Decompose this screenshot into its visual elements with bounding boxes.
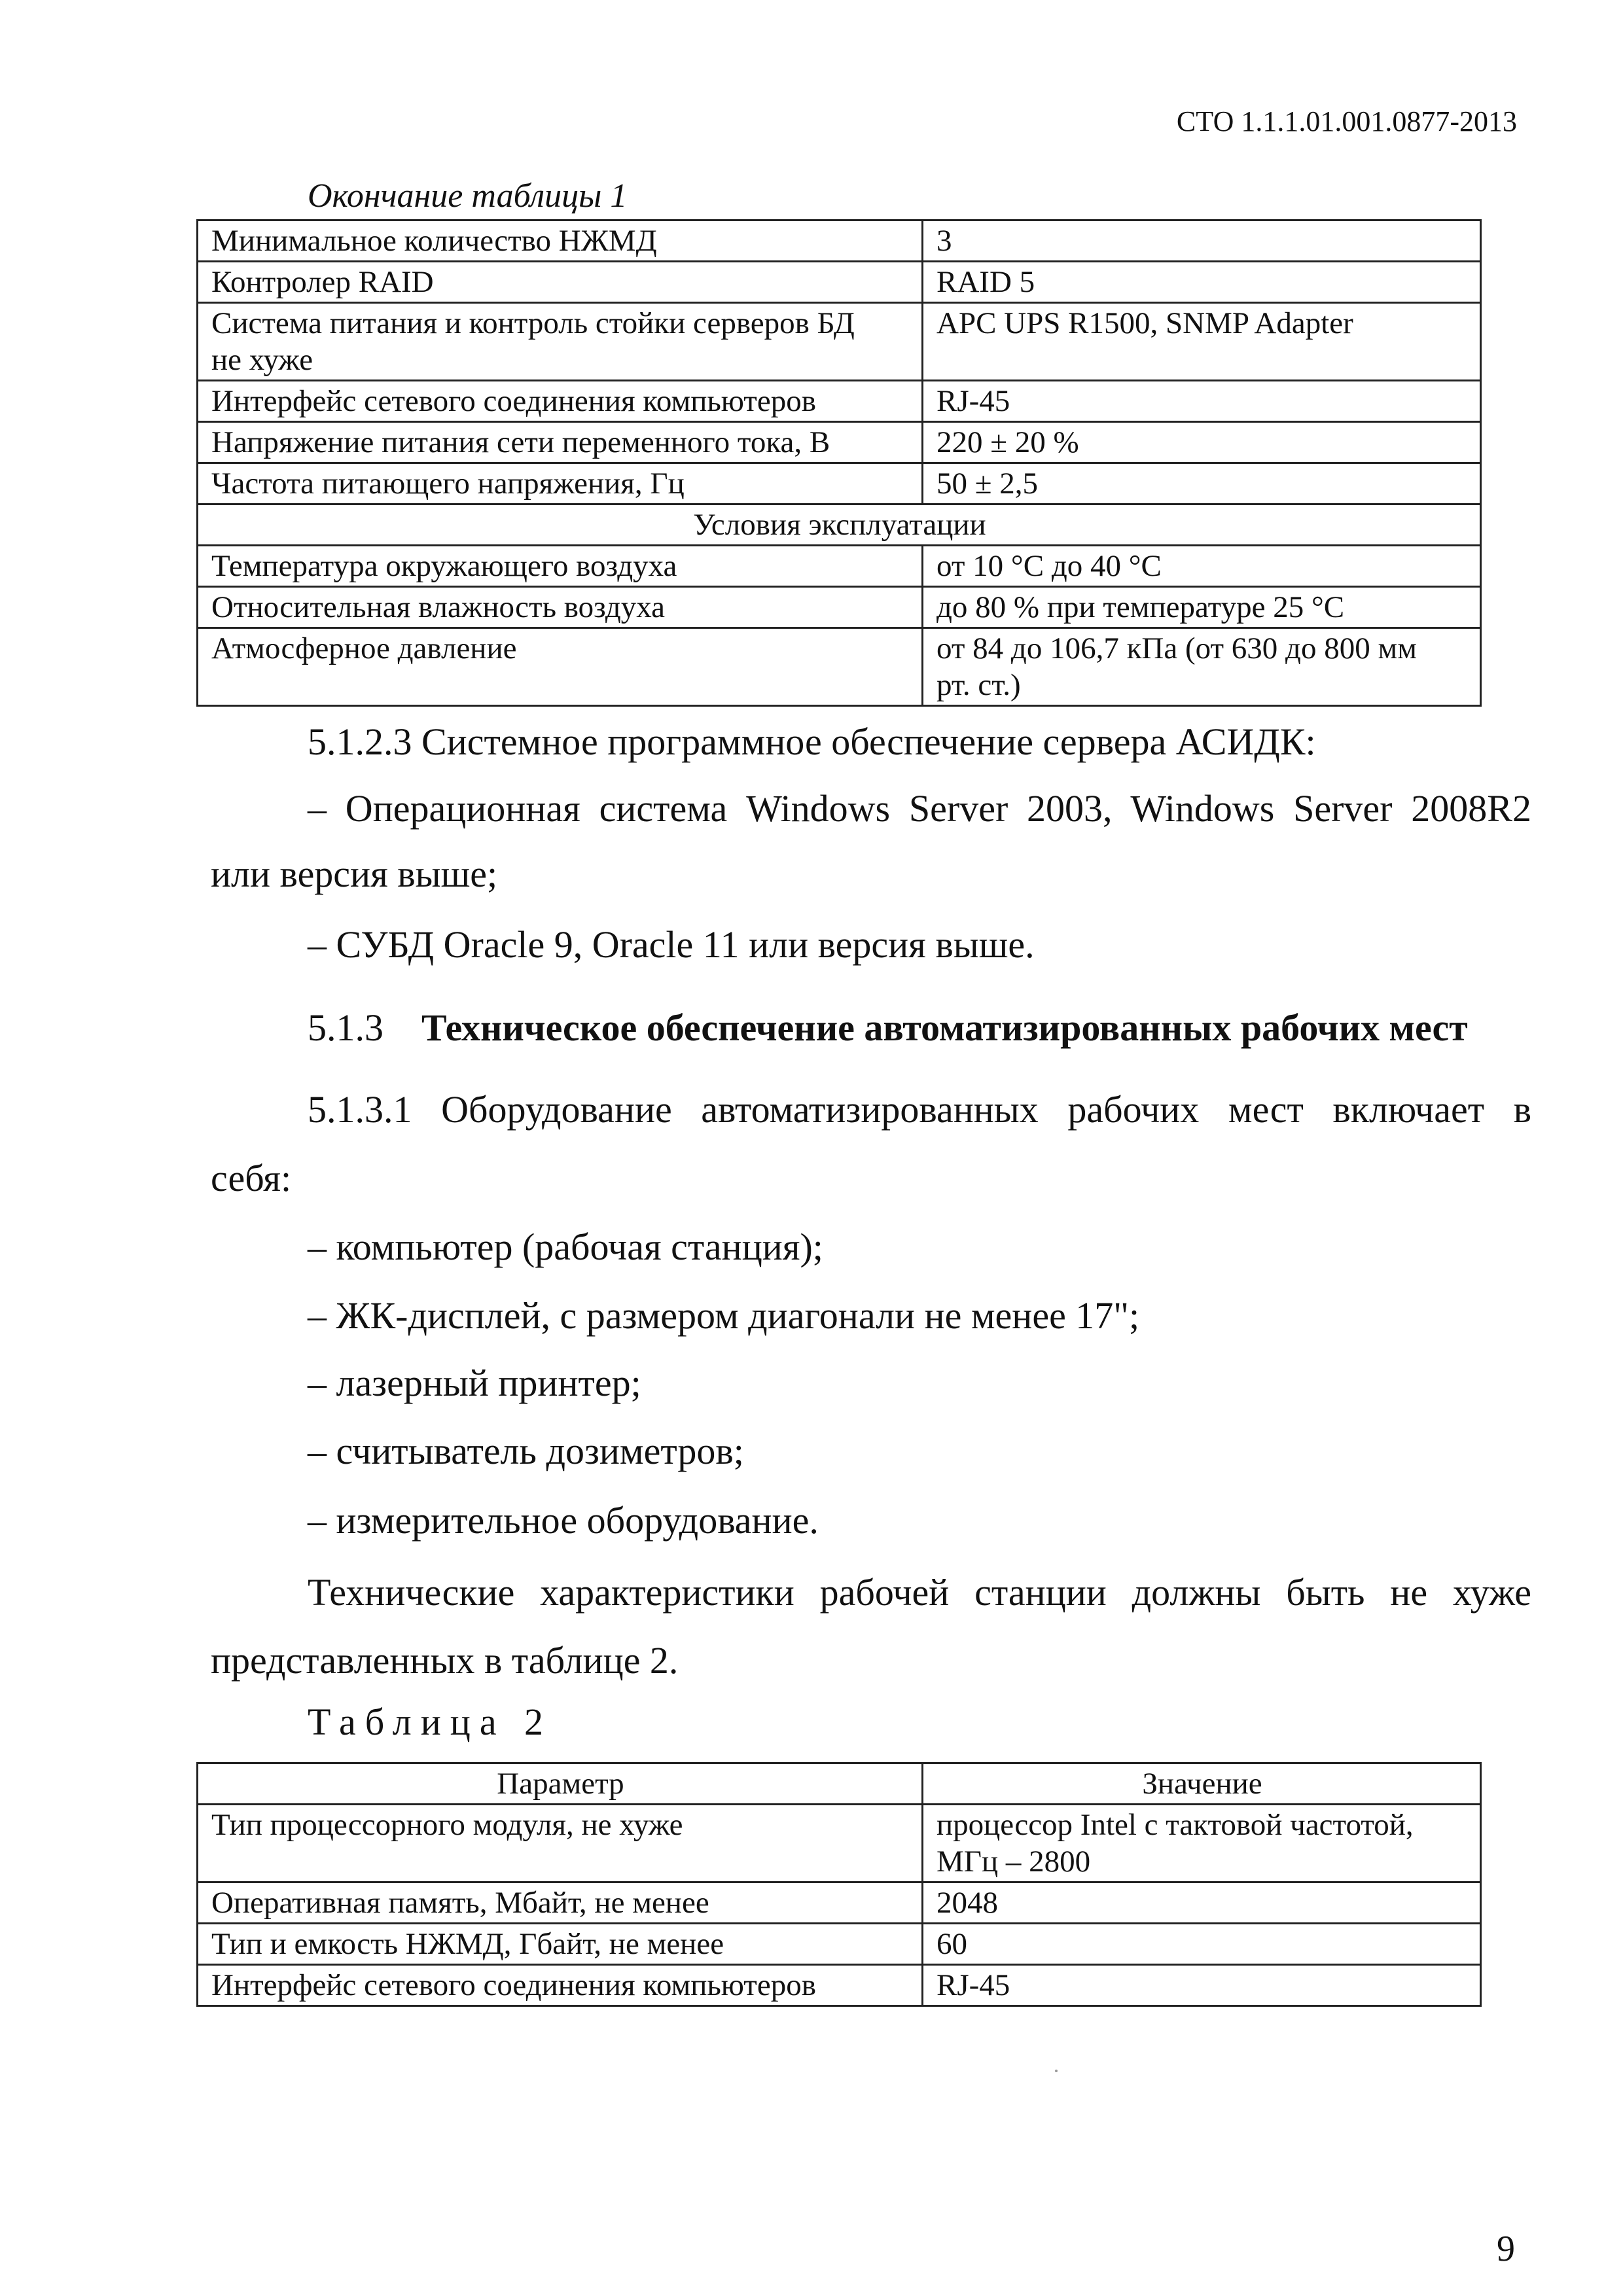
table-cell-param: Контролер RAID (198, 262, 923, 303)
table-cell-value: 220 ± 20 % (923, 422, 1481, 463)
table1-caption: Окончание таблицы 1 (308, 177, 628, 215)
table-cell-value: 3 (923, 221, 1481, 262)
table-row (198, 422, 1481, 463)
cell-line: процессор Intel с тактовой частотой, (936, 1808, 1414, 1842)
table-row (198, 1924, 1481, 1965)
table-row (198, 546, 1481, 587)
table2 (196, 1762, 1482, 2007)
table-cell-value: 2048 (923, 1882, 1481, 1924)
paragraph-tech-line1: Технические характеристики рабочей станции должны быть не хуже (308, 1571, 1531, 1614)
table-cell-param (198, 303, 923, 381)
table-cell-param: Тип процессорного модуля, не хуже (198, 1805, 923, 1882)
list-item: – лазерный принтер; (308, 1362, 641, 1404)
section-title: Техническое обеспечение автоматизированных рабочих мест (421, 1006, 1468, 1049)
column-header: Значение (923, 1763, 1481, 1805)
table-row (198, 587, 1481, 628)
table-row (198, 1805, 1481, 1882)
cell-line: рт. ст.) (936, 668, 1021, 702)
table-section-header: Условия эксплуатации (198, 504, 1481, 546)
table-header-row (198, 1763, 1481, 1805)
table-row (198, 262, 1481, 303)
table-cell-param: Атмосферное давление (198, 628, 923, 706)
table-row (198, 463, 1481, 504)
table-cell-value: RAID 5 (923, 262, 1481, 303)
cell-line: МГц – 2800 (936, 1845, 1091, 1879)
paragraph-tech-line2: представленных в таблице 2. (211, 1639, 679, 1682)
cell-line: не хуже (211, 343, 313, 377)
document-code: СТО 1.1.1.01.001.0877-2013 (1176, 105, 1517, 137)
table-cell-param: Температура окружающего воздуха (198, 546, 923, 587)
list-item: – ЖК-дисплей, с размером диагонали не менее 17"; (308, 1294, 1140, 1337)
paragraph-dbms: – СУБД Oracle 9, Oracle 11 или версия выше. (308, 923, 1035, 966)
table-row (198, 628, 1481, 706)
table-cell-value: 50 ± 2,5 (923, 463, 1481, 504)
table-row (198, 1965, 1481, 2006)
table2-label: Таблица 2 (308, 1701, 553, 1743)
table-cell-param: Частота питающего напряжения, Гц (198, 463, 923, 504)
section-heading (308, 1004, 1468, 1051)
paragraph-os-line1: – Операционная система Windows Server 2003, Windows Server 2008R2 (308, 787, 1531, 830)
list-item: – считыватель дозиметров; (308, 1430, 744, 1472)
table-row (198, 1882, 1481, 1924)
table-cell-value: 60 (923, 1924, 1481, 1965)
scan-speck (1055, 2070, 1058, 2072)
table-row (198, 381, 1481, 422)
paragraph-5-1-2-3: 5.1.2.3 Системное программное обеспечение сервера АСИДК: (308, 720, 1316, 763)
cell-line: от 84 до 106,7 кПа (от 630 до 800 мм (936, 631, 1417, 665)
page-number: 9 (1497, 2229, 1515, 2269)
table-cell-value: RJ-45 (923, 1965, 1481, 2006)
section-number: 5.1.3 (308, 1006, 383, 1049)
column-header: Параметр (198, 1763, 923, 1805)
table-cell-value: до 80 % при температуре 25 °С (923, 587, 1481, 628)
list-item: – измерительное оборудование. (308, 1499, 819, 1542)
table-row (198, 221, 1481, 262)
table-section-row (198, 504, 1481, 546)
cell-line: Система питания и контроль стойки серверов БД (211, 306, 855, 340)
table-cell-param: Интерфейс сетевого соединения компьютеров (198, 1965, 923, 2006)
table-cell-param: Интерфейс сетевого соединения компьютеров (198, 381, 923, 422)
paragraph-5-1-3-1-line2: себя: (211, 1157, 292, 1199)
table-cell-param: Оперативная память, Мбайт, не менее (198, 1882, 923, 1924)
table-cell-param: Минимальное количество НЖМД (198, 221, 923, 262)
list-item: – компьютер (рабочая станция); (308, 1226, 823, 1268)
table-cell-value (923, 1805, 1481, 1882)
table-cell-value (923, 628, 1481, 706)
table-cell-value: от 10 °С до 40 °С (923, 546, 1481, 587)
table1 (196, 219, 1482, 707)
table-row (198, 303, 1481, 381)
table-cell-value: RJ-45 (923, 381, 1481, 422)
paragraph-5-1-3-1-line1: 5.1.3.1 Оборудование автоматизированных рабочих мест включает в (308, 1088, 1531, 1131)
table-cell-param: Напряжение питания сети переменного тока, В (198, 422, 923, 463)
table-cell-value: APC UPS R1500, SNMP Adapter (923, 303, 1481, 381)
table-cell-param: Относительная влажность воздуха (198, 587, 923, 628)
paragraph-os-line2: или версия выше; (211, 853, 498, 895)
table-cell-param: Тип и емкость НЖМД, Гбайт, не менее (198, 1924, 923, 1965)
